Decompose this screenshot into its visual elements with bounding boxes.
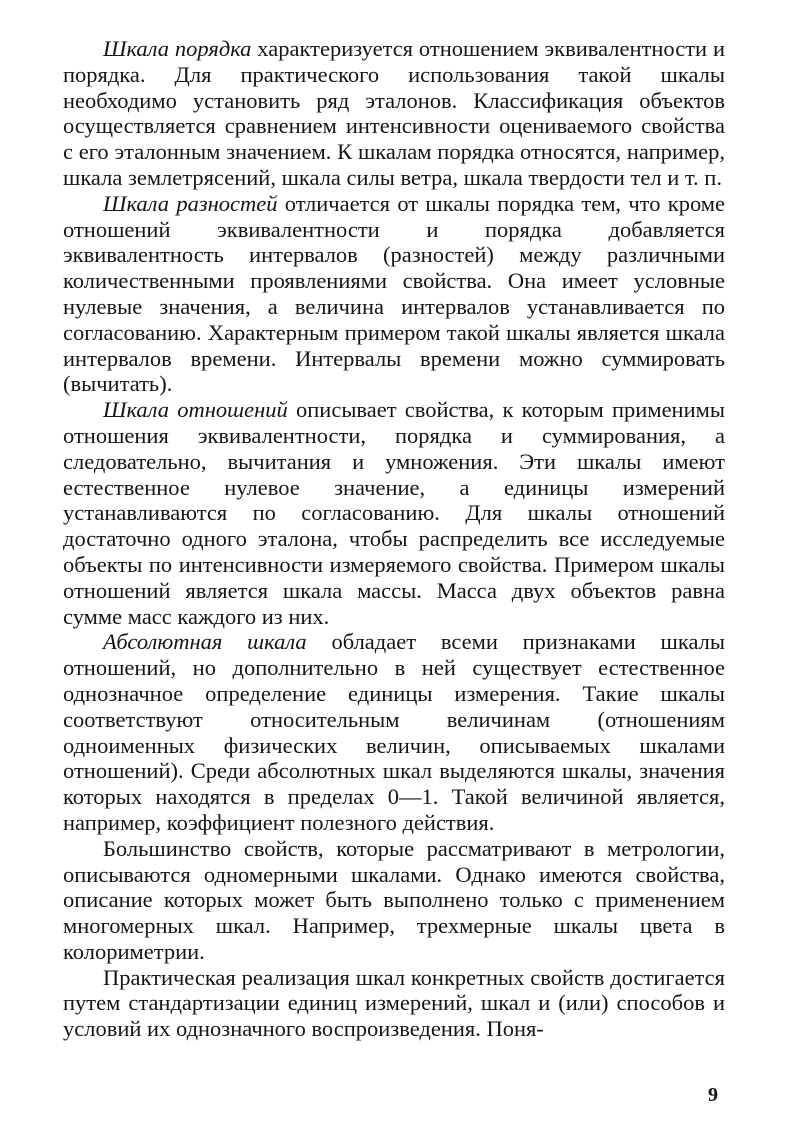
body-text xyxy=(63,36,725,1042)
paragraph-ratio-scale xyxy=(63,397,725,629)
paragraph-interval-scale xyxy=(63,191,725,397)
paragraph-multidimensional-scales xyxy=(63,836,725,965)
page-number: 9 xyxy=(708,1084,718,1106)
paragraph-text: Большинство свойств, которые рассматривают в метрологии, описываются одномерными шкалами. Однако имеются свойства, описание которых может быть выполнено только с применением многомерных шкал. Например, трехмерные шкалы цвета в колориметрии. xyxy=(63,835,725,964)
paragraph-text: Практическая реализация шкал конкретных свойств достигается путем стандартизации единиц измерений, шкал и (или) способов и условий их однозначного воспроизведения. Поня- xyxy=(63,964,725,1042)
paragraph-absolute-scale xyxy=(63,629,725,835)
term-ratio-scale: Шкала отношений xyxy=(103,397,288,423)
paragraph-text: отличается от шкалы порядка тем, что кроме отношений эквивалентности и порядка добавляется эквивалентность интервалов (разностей) между различными количественными проявлениями свойства. Она имеет условные нулевые значения, а величина интервалов устанавливается по согласованию. Характерным примером такой шкалы является шкала интервалов времени. Интервалы времени можно суммировать (вычитать). xyxy=(63,190,725,397)
paragraph-text: характеризуется отношением эквивалентности и порядка. Для практического использования такой шкалы необходимо установить ряд эталонов. Классификация объектов осуществляется сравнением интенсивности оцениваемого свойства с его эталонным значением. К шкалам порядка относятся, например, шкала землетрясений, шкала силы ветра, шкала твердости тел и т. п. xyxy=(63,36,725,190)
paragraph-text: описывает свойства, к которым применимы отношения эквивалентности, порядка и суммирования, а следовательно, вычитания и умножения. Эти шкалы имеют естественное нулевое значение, а единицы измерений устанавливаются по согласованию. Для шкалы отношений достаточно одного эталона, чтобы распределить все исследуемые объекты по интенсивности измеряемого свойства. Примером шкалы отношений является шкала массы. Масса двух объектов равна сумме масс каждого из них. xyxy=(63,397,725,629)
term-interval-scale: Шкала разностей xyxy=(103,190,278,216)
paragraph-practical-realization xyxy=(63,965,725,1042)
paragraph-order-scale xyxy=(63,36,725,191)
paragraph-text: обладает всеми признаками шкалы отношений, но дополнительно в ней существует естественное однозначное определение единицы измерения. Такие шкалы соответствуют относительным величинам (отношениям одноименных физических величин, описываемых шкалами отношений). Среди абсолютных шкал выделяются шкалы, значения которых находятся в пределах 0—1. Такой величиной является, например, коэффициент полезного действия. xyxy=(63,629,725,835)
term-absolute-scale: Абсолютная шкала xyxy=(103,629,307,655)
term-order-scale: Шкала порядка xyxy=(103,36,252,61)
